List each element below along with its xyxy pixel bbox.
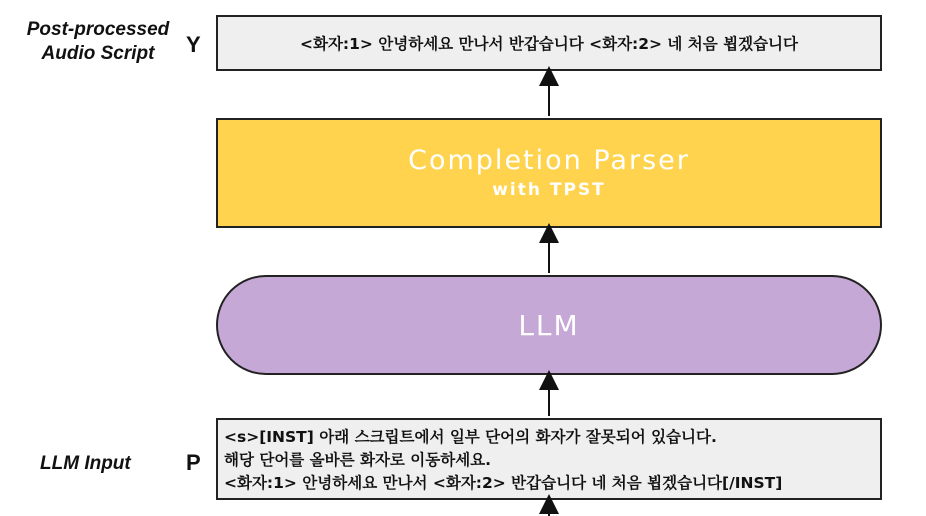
input-variable: P: [186, 450, 201, 475]
output-script-text: <화자:1> 안녕하세요 만나서 반갑습니다 <화자:2> 네 처음 뵙겠습니다: [299, 35, 799, 53]
parser-title: Completion Parser: [408, 145, 690, 176]
input-line-3: <화자:1> 안녕하세요 만나서 <화자:2> 반갑습니다 네 처음 뵙겠습니다[/INST]: [224, 474, 783, 492]
output-variable: Y: [186, 32, 201, 57]
input-line-1: <s>[INST] 아래 스크립트에서 일부 단어의 화자가 잘못되어 있습니다.: [224, 428, 717, 446]
output-label-line2: Audio Script: [41, 43, 155, 64]
output-label-line1: Post-processed: [26, 19, 170, 40]
parser-subtitle: with TPST: [492, 180, 606, 200]
input-label: LLM Input: [40, 453, 131, 474]
llm-label: LLM: [518, 308, 580, 342]
input-line-2: 해당 단어를 올바른 화자로 이동하세요.: [224, 451, 492, 469]
